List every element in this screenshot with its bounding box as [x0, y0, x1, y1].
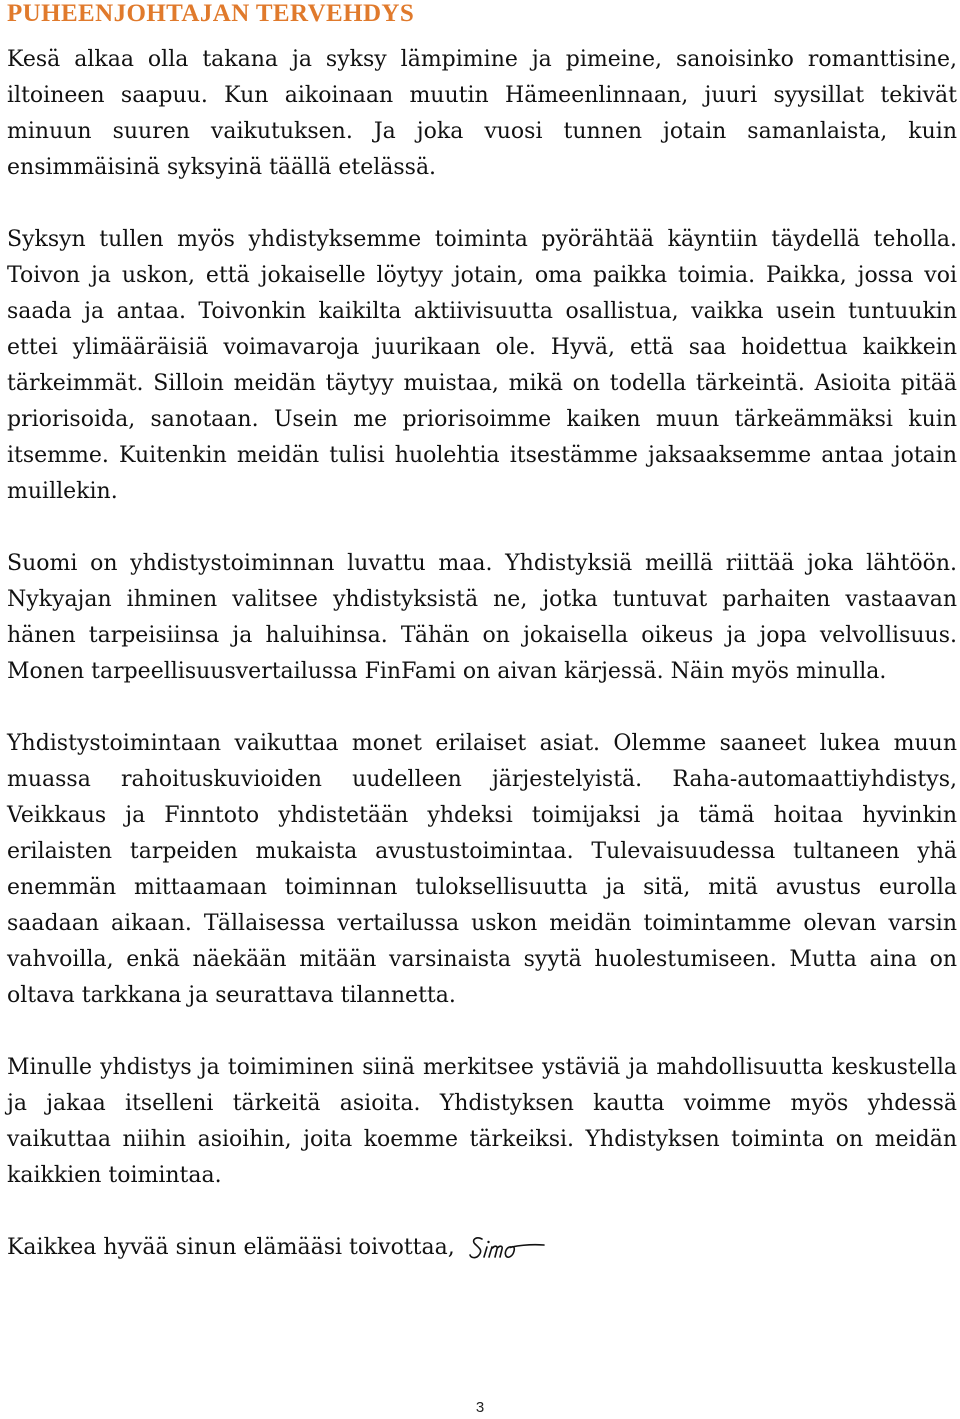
paragraph-meaning: Minulle yhdistys ja toimiminen siinä merkitsee ystäviä ja mahdollisuutta keskustella ja jakaa itselleni tärkeitä asioita. Yhdistyksen kautta voimme myös yhdessä vaikuttaa niihin asioihin, joita koemme tärkeiksi. Yhdistyksen toiminta on meidän kaikkien toimintaa.	[7, 1055, 957, 1188]
closing	[7, 1230, 957, 1266]
document-page	[7, 0, 957, 1266]
page-title: PUHEENJOHTAJAN TERVEHDYS	[7, 0, 415, 27]
page-number: 3	[475, 1399, 485, 1416]
paragraph-autumn-activity: Syksyn tullen myös yhdistyksemme toiminta pyörähtää käyntiin täydellä teholla. Toivon ja uskon, että jokaiselle löytyy jotain, oma paikka toimia. Paikka, jossa voi saada ja antaa. Toivonkin kaikilta aktiivisuutta osallistua, vaikka usein tuntuukin ettei ylimääräisiä voimavaroja juurikaan ole. Hyvä, että saa hoidettua kaikkein tärkeimmät. Silloin meidän täytyy muistaa, mikä on todella tärkeintä. Asioita pitää priorisoida, sanotaan. Usein me priorisoimme kaiken muun tärkeämmäksi kuin itsemme. Kuitenkin meidän tulisi huolehtia itsestämme jaksaaksemme antaa jotain muillekin.	[7, 227, 957, 504]
closing-text: Kaikkea hyvää sinun elämääsi toivottaa,	[7, 1235, 455, 1260]
handwritten-signature	[468, 1233, 550, 1263]
paragraph-intro: Kesä alkaa olla takana ja syksy lämpimine ja pimeine, sanoisinko romanttisine, iltoineen saapuu. Kun aikoinaan muutin Hämeenlinnaan, juuri syysillat tekivät minuun suuren vaikutuksen. Ja joka vuosi tunnen jotain samanlaista, kuin ensimmäisinä syksyinä täällä etelässä.	[7, 47, 957, 180]
paragraph-finland-associations: Suomi on yhdistystoiminnan luvattu maa. Yhdistyksiä meillä riittää joka lähtöön. Nykyajan ihminen valitsee yhdistyksistä ne, jotka tuntuvat parhaiten vastaavan hänen tarpeisiinsa ja haluihinsa. Tähän on jokaisella oikeus ja jopa velvollisuus. Monen tarpeellisuusvertailussa FinFami on aivan kärjessä. Näin myös minulla.	[7, 551, 957, 684]
paragraph-funding: Yhdistystoimintaan vaikuttaa monet erilaiset asiat. Olemme saaneet lukea muun muassa rahoituskuvioiden uudelleen järjestelyistä. Raha-automaattiyhdistys, Veikkaus ja Finntoto yhdistetään yhdeksi toimijaksi ja tämä hoitaa hyvinkin erilaisten tarpeiden mukaista avustustoimintaa. Tulevaisuudessa tultaneen yhä enemmän mittaamaan toiminnan tuloksellisuutta ja sitä, mitä avustus eurolla saadaan aikaan. Tällaisessa vertailussa uskon meidän toimintamme olevan varsin vahvoilla, enkä näekään mitään varsinaista syytä huolestumiseen. Mutta aina on oltava tarkkana ja seurattava tilannetta.	[7, 731, 957, 1008]
